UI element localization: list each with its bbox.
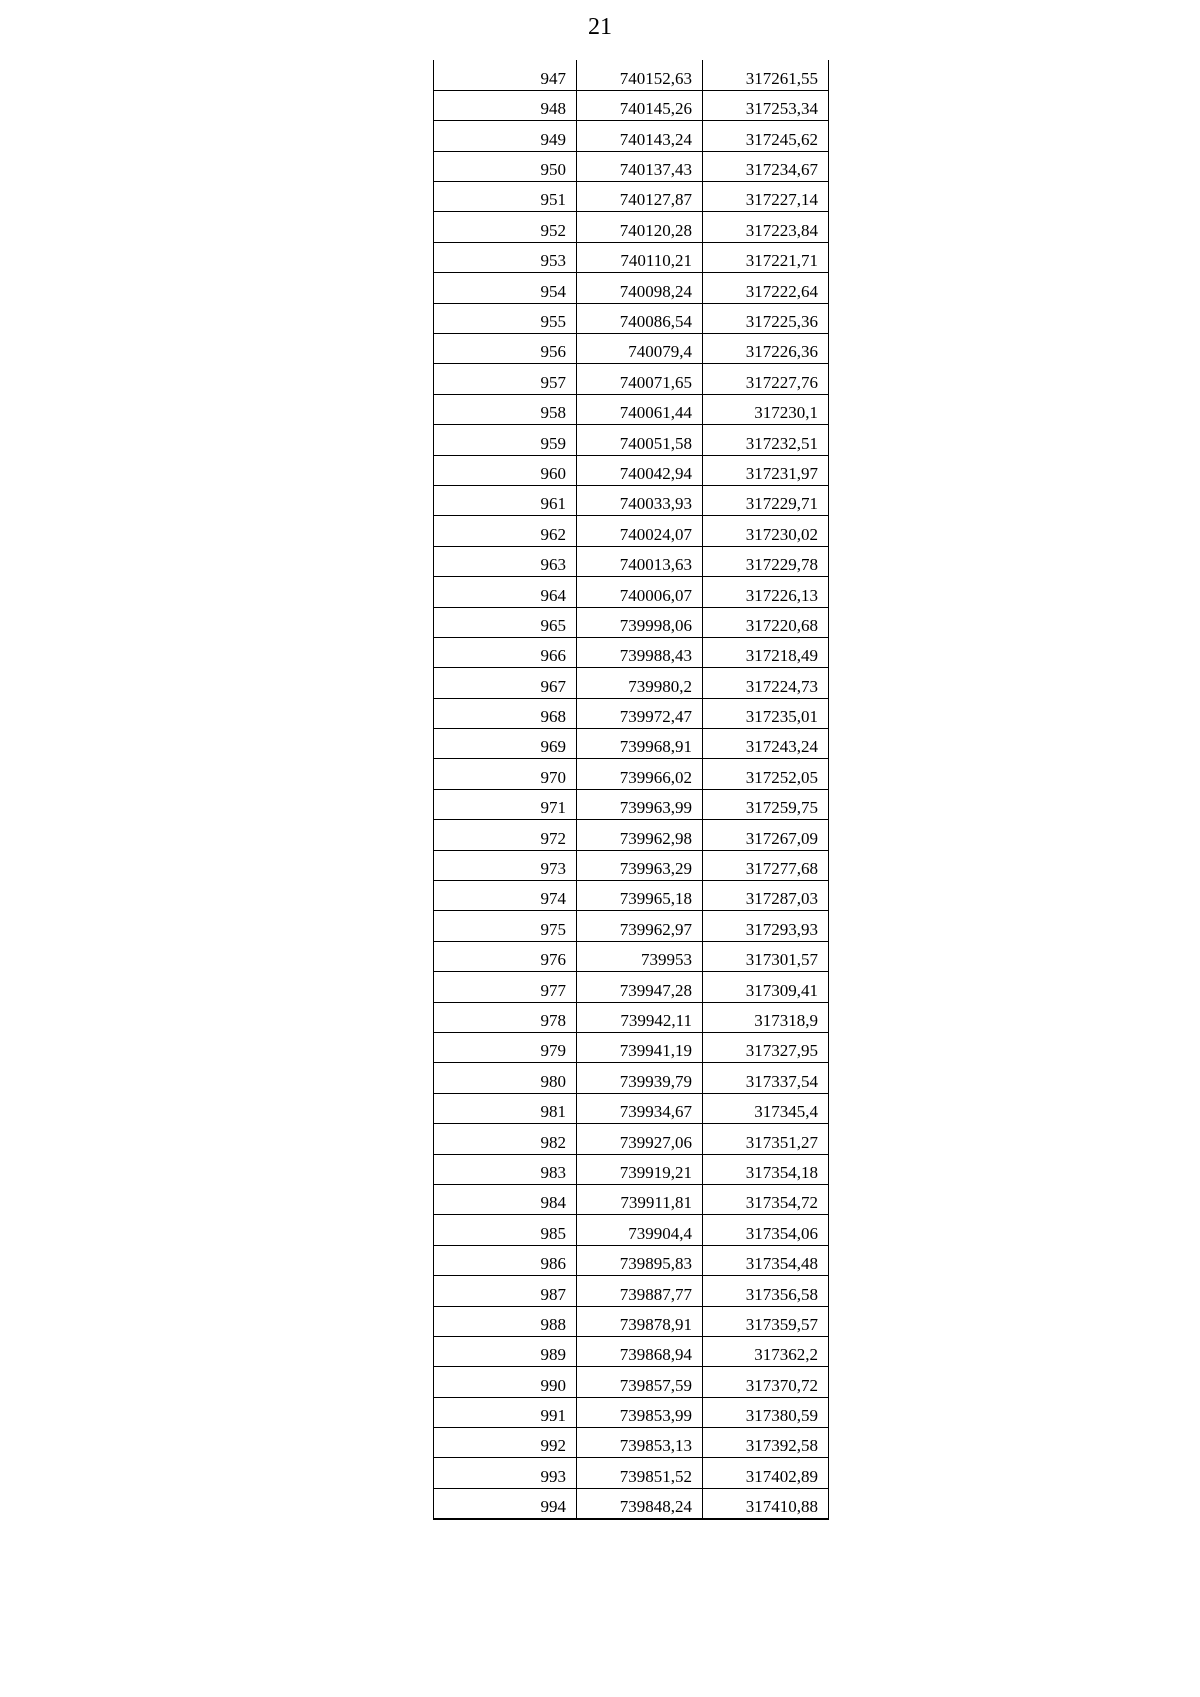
y-coordinate-cell: 317245,62: [703, 121, 829, 151]
table-row: [434, 212, 829, 242]
table-row: [434, 303, 829, 333]
x-coordinate-cell: 739980,2: [577, 668, 703, 698]
point-number-cell: 979: [434, 1033, 577, 1063]
point-number-cell: 985: [434, 1215, 577, 1245]
y-coordinate-cell: 317318,9: [703, 1002, 829, 1032]
point-number-cell: 950: [434, 151, 577, 181]
x-coordinate-cell: 740098,24: [577, 273, 703, 303]
table-row: [434, 1336, 829, 1366]
x-coordinate-cell: 739848,24: [577, 1488, 703, 1518]
x-coordinate-cell: 739853,13: [577, 1428, 703, 1458]
point-number-cell: 965: [434, 607, 577, 637]
x-coordinate-cell: 739963,99: [577, 789, 703, 819]
x-coordinate-cell: 739868,94: [577, 1336, 703, 1366]
table-row: [434, 637, 829, 667]
y-coordinate-cell: 317327,95: [703, 1033, 829, 1063]
x-coordinate-cell: 739911,81: [577, 1184, 703, 1214]
table-row: [434, 668, 829, 698]
x-coordinate-cell: 739972,47: [577, 698, 703, 728]
point-number-cell: 991: [434, 1397, 577, 1427]
y-coordinate-cell: 317229,78: [703, 546, 829, 576]
table-row: [434, 1397, 829, 1427]
x-coordinate-cell: 740110,21: [577, 242, 703, 272]
point-number-cell: 993: [434, 1458, 577, 1488]
table-row: [434, 1124, 829, 1154]
x-coordinate-cell: 740152,63: [577, 60, 703, 90]
y-coordinate-cell: 317356,58: [703, 1276, 829, 1306]
x-coordinate-cell: 739962,97: [577, 911, 703, 941]
x-coordinate-cell: 739968,91: [577, 729, 703, 759]
point-number-cell: 984: [434, 1184, 577, 1214]
x-coordinate-cell: 740143,24: [577, 121, 703, 151]
y-coordinate-cell: 317362,2: [703, 1336, 829, 1366]
table-row: [434, 516, 829, 546]
point-number-cell: 992: [434, 1428, 577, 1458]
y-coordinate-cell: 317277,68: [703, 850, 829, 880]
y-coordinate-cell: 317345,4: [703, 1093, 829, 1123]
y-coordinate-cell: 317225,36: [703, 303, 829, 333]
table-row: [434, 273, 829, 303]
x-coordinate-cell: 739998,06: [577, 607, 703, 637]
point-number-cell: 968: [434, 698, 577, 728]
x-coordinate-cell: 740086,54: [577, 303, 703, 333]
table-row: [434, 1033, 829, 1063]
y-coordinate-cell: 317267,09: [703, 820, 829, 850]
y-coordinate-cell: 317359,57: [703, 1306, 829, 1336]
y-coordinate-cell: 317232,51: [703, 425, 829, 455]
table-row: [434, 364, 829, 394]
table-row: [434, 1002, 829, 1032]
table-row: [434, 1215, 829, 1245]
table-row: [434, 1458, 829, 1488]
point-number-cell: 958: [434, 394, 577, 424]
point-number-cell: 990: [434, 1367, 577, 1397]
point-number-cell: 987: [434, 1276, 577, 1306]
table-row: [434, 698, 829, 728]
point-number-cell: 973: [434, 850, 577, 880]
point-number-cell: 989: [434, 1336, 577, 1366]
x-coordinate-cell: 740120,28: [577, 212, 703, 242]
page-number: 21: [588, 14, 612, 40]
point-number-cell: 959: [434, 425, 577, 455]
point-number-cell: 949: [434, 121, 577, 151]
y-coordinate-cell: 317222,64: [703, 273, 829, 303]
point-number-cell: 977: [434, 972, 577, 1002]
x-coordinate-cell: 740013,63: [577, 546, 703, 576]
x-coordinate-cell: 740061,44: [577, 394, 703, 424]
x-coordinate-cell: 739919,21: [577, 1154, 703, 1184]
x-coordinate-cell: 739857,59: [577, 1367, 703, 1397]
y-coordinate-cell: 317230,1: [703, 394, 829, 424]
table-row: [434, 607, 829, 637]
x-coordinate-cell: 739878,91: [577, 1306, 703, 1336]
x-coordinate-cell: 739904,4: [577, 1215, 703, 1245]
point-number-cell: 955: [434, 303, 577, 333]
table-row: [434, 820, 829, 850]
point-number-cell: 972: [434, 820, 577, 850]
table-row: [434, 577, 829, 607]
x-coordinate-cell: 739966,02: [577, 759, 703, 789]
point-number-cell: 961: [434, 485, 577, 515]
point-number-cell: 960: [434, 455, 577, 485]
table-row: [434, 1488, 829, 1518]
table-row: [434, 182, 829, 212]
y-coordinate-cell: 317354,06: [703, 1215, 829, 1245]
point-number-cell: 962: [434, 516, 577, 546]
x-coordinate-cell: 739939,79: [577, 1063, 703, 1093]
y-coordinate-cell: 317259,75: [703, 789, 829, 819]
table-row: [434, 1093, 829, 1123]
y-coordinate-cell: 317337,54: [703, 1063, 829, 1093]
table-row: [434, 941, 829, 971]
y-coordinate-cell: 317354,18: [703, 1154, 829, 1184]
y-coordinate-cell: 317261,55: [703, 60, 829, 90]
table-row: [434, 789, 829, 819]
table-row: [434, 850, 829, 880]
table-row: [434, 729, 829, 759]
x-coordinate-cell: 740071,65: [577, 364, 703, 394]
x-coordinate-cell: 739988,43: [577, 637, 703, 667]
x-coordinate-cell: 739853,99: [577, 1397, 703, 1427]
y-coordinate-cell: 317252,05: [703, 759, 829, 789]
y-coordinate-cell: 317234,67: [703, 151, 829, 181]
y-coordinate-cell: 317227,76: [703, 364, 829, 394]
x-coordinate-cell: 740145,26: [577, 90, 703, 120]
x-coordinate-cell: 739941,19: [577, 1033, 703, 1063]
table-row: [434, 911, 829, 941]
table-row: [434, 1428, 829, 1458]
table-row: [434, 121, 829, 151]
y-coordinate-cell: 317221,71: [703, 242, 829, 272]
x-coordinate-cell: 739934,67: [577, 1093, 703, 1123]
point-number-cell: 969: [434, 729, 577, 759]
point-number-cell: 956: [434, 334, 577, 364]
y-coordinate-cell: 317380,59: [703, 1397, 829, 1427]
y-coordinate-cell: 317226,36: [703, 334, 829, 364]
y-coordinate-cell: 317231,97: [703, 455, 829, 485]
x-coordinate-cell: 740127,87: [577, 182, 703, 212]
y-coordinate-cell: 317224,73: [703, 668, 829, 698]
point-number-cell: 994: [434, 1488, 577, 1518]
coordinates-table-body: [434, 60, 829, 1519]
y-coordinate-cell: 317227,14: [703, 182, 829, 212]
point-number-cell: 952: [434, 212, 577, 242]
y-coordinate-cell: 317223,84: [703, 212, 829, 242]
table-row: [434, 425, 829, 455]
y-coordinate-cell: 317230,02: [703, 516, 829, 546]
y-coordinate-cell: 317370,72: [703, 1367, 829, 1397]
point-number-cell: 947: [434, 60, 577, 90]
y-coordinate-cell: 317226,13: [703, 577, 829, 607]
point-number-cell: 966: [434, 637, 577, 667]
table-row: [434, 151, 829, 181]
table-row: [434, 1367, 829, 1397]
point-number-cell: 975: [434, 911, 577, 941]
table-row: [434, 394, 829, 424]
y-coordinate-cell: 317301,57: [703, 941, 829, 971]
point-number-cell: 953: [434, 242, 577, 272]
point-number-cell: 970: [434, 759, 577, 789]
point-number-cell: 971: [434, 789, 577, 819]
x-coordinate-cell: 739965,18: [577, 881, 703, 911]
point-number-cell: 980: [434, 1063, 577, 1093]
point-number-cell: 983: [434, 1154, 577, 1184]
point-number-cell: 954: [434, 273, 577, 303]
x-coordinate-cell: 739947,28: [577, 972, 703, 1002]
table-row: [434, 60, 829, 90]
y-coordinate-cell: 317402,89: [703, 1458, 829, 1488]
table-row: [434, 1306, 829, 1336]
x-coordinate-cell: 739953: [577, 941, 703, 971]
point-number-cell: 988: [434, 1306, 577, 1336]
point-number-cell: 982: [434, 1124, 577, 1154]
point-number-cell: 986: [434, 1245, 577, 1275]
table-row: [434, 1184, 829, 1214]
x-coordinate-cell: 740051,58: [577, 425, 703, 455]
table-row: [434, 455, 829, 485]
x-coordinate-cell: 740006,07: [577, 577, 703, 607]
x-coordinate-cell: 739851,52: [577, 1458, 703, 1488]
point-number-cell: 963: [434, 546, 577, 576]
point-number-cell: 951: [434, 182, 577, 212]
point-number-cell: 957: [434, 364, 577, 394]
table-row: [434, 1245, 829, 1275]
y-coordinate-cell: 317392,58: [703, 1428, 829, 1458]
table-row: [434, 1063, 829, 1093]
x-coordinate-cell: 739895,83: [577, 1245, 703, 1275]
y-coordinate-cell: 317354,48: [703, 1245, 829, 1275]
table-row: [434, 485, 829, 515]
table-row: [434, 759, 829, 789]
y-coordinate-cell: 317293,93: [703, 911, 829, 941]
point-number-cell: 981: [434, 1093, 577, 1123]
y-coordinate-cell: 317354,72: [703, 1184, 829, 1214]
x-coordinate-cell: 740024,07: [577, 516, 703, 546]
y-coordinate-cell: 317220,68: [703, 607, 829, 637]
table-row: [434, 242, 829, 272]
x-coordinate-cell: 739962,98: [577, 820, 703, 850]
x-coordinate-cell: 740079,4: [577, 334, 703, 364]
x-coordinate-cell: 740042,94: [577, 455, 703, 485]
table-row: [434, 972, 829, 1002]
table-row: [434, 1276, 829, 1306]
table-row: [434, 881, 829, 911]
y-coordinate-cell: 317218,49: [703, 637, 829, 667]
table-row: [434, 334, 829, 364]
y-coordinate-cell: 317287,03: [703, 881, 829, 911]
y-coordinate-cell: 317253,34: [703, 90, 829, 120]
point-number-cell: 978: [434, 1002, 577, 1032]
table-row: [434, 1154, 829, 1184]
point-number-cell: 964: [434, 577, 577, 607]
point-number-cell: 948: [434, 90, 577, 120]
x-coordinate-cell: 740137,43: [577, 151, 703, 181]
table-row: [434, 546, 829, 576]
point-number-cell: 967: [434, 668, 577, 698]
point-number-cell: 976: [434, 941, 577, 971]
point-number-cell: 974: [434, 881, 577, 911]
y-coordinate-cell: 317309,41: [703, 972, 829, 1002]
x-coordinate-cell: 740033,93: [577, 485, 703, 515]
coordinates-table: [433, 60, 829, 1520]
x-coordinate-cell: 739887,77: [577, 1276, 703, 1306]
y-coordinate-cell: 317410,88: [703, 1488, 829, 1518]
y-coordinate-cell: 317229,71: [703, 485, 829, 515]
x-coordinate-cell: 739927,06: [577, 1124, 703, 1154]
y-coordinate-cell: 317243,24: [703, 729, 829, 759]
y-coordinate-cell: 317235,01: [703, 698, 829, 728]
x-coordinate-cell: 739963,29: [577, 850, 703, 880]
x-coordinate-cell: 739942,11: [577, 1002, 703, 1032]
y-coordinate-cell: 317351,27: [703, 1124, 829, 1154]
table-row: [434, 90, 829, 120]
